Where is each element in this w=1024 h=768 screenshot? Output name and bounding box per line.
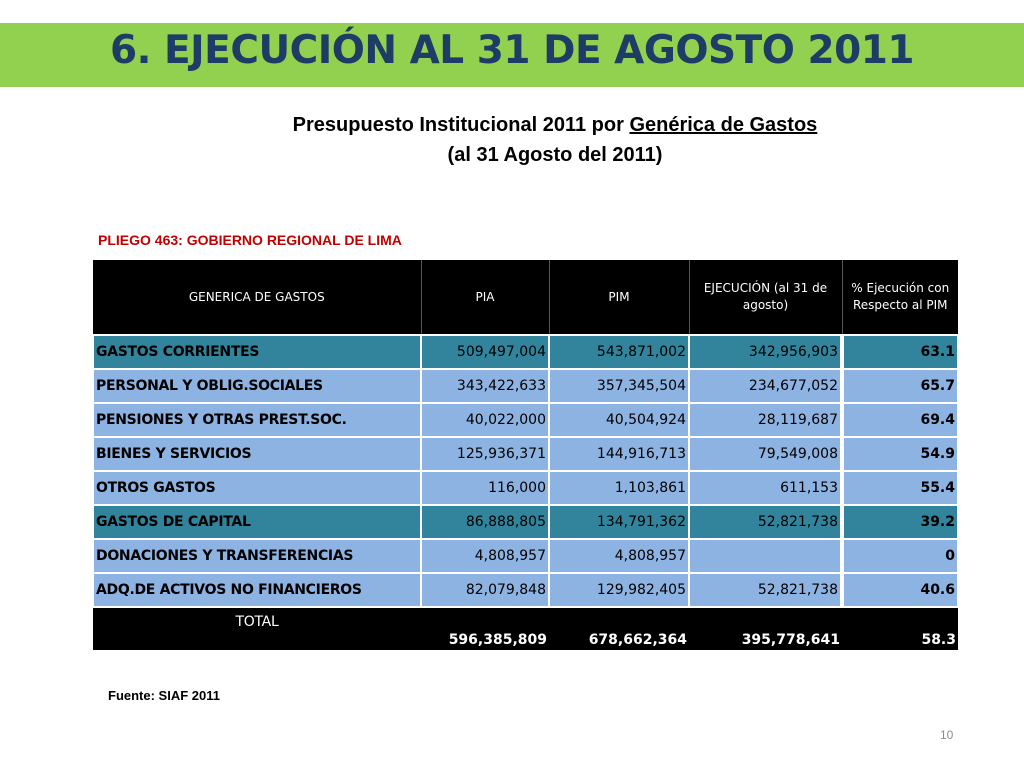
table-row	[93, 539, 958, 573]
row-ejecucion	[689, 539, 842, 573]
budget-table	[92, 260, 959, 650]
row-pia: 40,022,000	[421, 403, 549, 437]
row-name: PENSIONES Y OTRAS PREST.SOC.	[93, 403, 421, 437]
row-pia: 4,808,957	[421, 539, 549, 573]
table-row	[93, 505, 958, 539]
row-pim: 134,791,362	[549, 505, 689, 539]
table-header-row	[93, 260, 958, 335]
row-ejecucion: 52,821,738	[689, 573, 842, 607]
row-pct: 69.4	[842, 403, 958, 437]
row-name: GASTOS CORRIENTES	[93, 335, 421, 369]
row-pim: 144,916,713	[549, 437, 689, 471]
row-ejecucion: 234,677,052	[689, 369, 842, 403]
row-pct: 39.2	[842, 505, 958, 539]
source-note: Fuente: SIAF 2011	[108, 688, 220, 703]
row-pia: 509,497,004	[421, 335, 549, 369]
header-generica: GENERICA DE GASTOS	[93, 260, 421, 335]
row-ejecucion: 28,119,687	[689, 403, 842, 437]
subtitle-prefix: Presupuesto Institucional 2011 por	[292, 114, 630, 136]
header-ejecucion: EJECUCIÓN (al 31 de agosto)	[689, 260, 842, 335]
row-name: GASTOS DE CAPITAL	[93, 505, 421, 539]
row-pim: 129,982,405	[549, 573, 689, 607]
row-pim: 357,345,504	[549, 369, 689, 403]
row-name: PERSONAL Y OBLIG.SOCIALES	[93, 369, 421, 403]
row-pct: 54.9	[842, 437, 958, 471]
subtitle-line2: (al 31 Agosto del 2011)	[447, 144, 663, 166]
total-pct: 58.3	[842, 607, 958, 650]
row-name: BIENES Y SERVICIOS	[93, 437, 421, 471]
row-pia: 343,422,633	[421, 369, 549, 403]
total-label: TOTAL	[93, 607, 421, 650]
row-pim: 4,808,957	[549, 539, 689, 573]
row-pct: 65.7	[842, 369, 958, 403]
row-pct: 0	[842, 539, 958, 573]
total-pia: 596,385,809	[421, 607, 549, 650]
table-row	[93, 471, 958, 505]
table-row	[93, 573, 958, 607]
pliego-label: PLIEGO 463: GOBIERNO REGIONAL DE LIMA	[98, 232, 402, 248]
total-pim: 678,662,364	[549, 607, 689, 650]
row-pia: 125,936,371	[421, 437, 549, 471]
header-pia: PIA	[421, 260, 549, 335]
slide-title: 6. EJECUCIÓN AL 31 DE AGOSTO 2011	[110, 28, 914, 73]
table-row	[93, 369, 958, 403]
header-pim: PIM	[549, 260, 689, 335]
total-ejecucion: 395,778,641	[689, 607, 842, 650]
total-row	[93, 607, 958, 650]
row-pia: 82,079,848	[421, 573, 549, 607]
row-pim: 543,871,002	[549, 335, 689, 369]
table-row	[93, 335, 958, 369]
row-ejecucion: 342,956,903	[689, 335, 842, 369]
row-ejecucion: 79,549,008	[689, 437, 842, 471]
header-pct-ejecucion: % Ejecución con Respecto al PIM	[842, 260, 958, 335]
row-pim: 1,103,861	[549, 471, 689, 505]
row-pia: 116,000	[421, 471, 549, 505]
row-name: DONACIONES Y TRANSFERENCIAS	[93, 539, 421, 573]
page-number: 10	[940, 728, 954, 742]
row-name: OTROS GASTOS	[93, 471, 421, 505]
subtitle-line1	[160, 110, 950, 140]
row-pim: 40,504,924	[549, 403, 689, 437]
subtitle	[160, 110, 950, 170]
row-pia: 86,888,805	[421, 505, 549, 539]
subtitle-underlined: Genérica de Gastos	[629, 114, 818, 136]
row-ejecucion: 611,153	[689, 471, 842, 505]
table-row	[93, 437, 958, 471]
table-row	[93, 403, 958, 437]
row-ejecucion: 52,821,738	[689, 505, 842, 539]
row-name: ADQ.DE ACTIVOS NO FINANCIEROS	[93, 573, 421, 607]
row-pct: 40.6	[842, 573, 958, 607]
row-pct: 55.4	[842, 471, 958, 505]
row-pct: 63.1	[842, 335, 958, 369]
